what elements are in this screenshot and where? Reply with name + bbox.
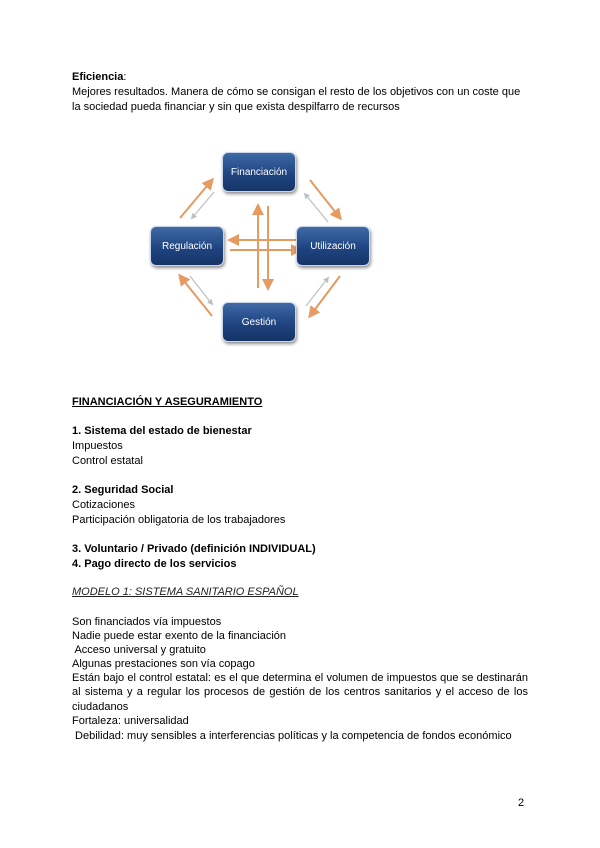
arrow-gestion-regulacion [180, 276, 212, 316]
thin-arrow-regulacion-gestion [190, 276, 212, 304]
model-line-1: Son financiados vía impuestos [72, 616, 222, 628]
node-regulacion: Regulación [150, 226, 224, 266]
efficiency-title: Eficiencia [72, 71, 124, 83]
node-financiacion: Financiación [222, 152, 296, 192]
arrow-regulacion-financiacion [180, 180, 212, 218]
section-heading: FINANCIACIÓN Y ASEGURAMIENTO [72, 396, 263, 408]
item1-title: 1. Sistema del estado de bienestar [72, 425, 252, 437]
item3-title: 3. Voluntario / Privado (definición INDIVIDUAL) [72, 543, 316, 555]
model-weakness: Debilidad: muy sensibles a interferencias políticas y la competencia de fondos económico [72, 730, 512, 742]
model-line-3: Acceso universal y gratuito [72, 644, 206, 656]
page-number: 2 [518, 797, 525, 809]
model-paragraph: Están bajo el control estatal: es el que determina el volumen de impuestos que se destinarán al sistema y a regular los procesos de gestión de los centros sanitarios y el acceso de los ciudadanos [72, 672, 528, 713]
item2-title: 2. Seguridad Social [72, 484, 174, 496]
efficiency-line-1: Mejores resultados. Manera de cómo se consigan el resto de los objetivos con un coste que [72, 86, 521, 98]
item2-line-1: Cotizaciones [72, 499, 135, 511]
item2-line-2: Participación obligatoria de los trabajadores [72, 514, 286, 526]
model-strength: Fortaleza: universalidad [72, 715, 189, 727]
thin-arrow-gestion-utilizacion [306, 278, 328, 306]
efficiency-line-2: la sociedad pueda financiar y sin que exista despilfarro de recursos [72, 101, 400, 113]
thin-arrow-financiacion-regulacion [192, 192, 214, 218]
item1-line-2: Control estatal [72, 455, 143, 467]
item4-title: 4. Pago directo de los servicios [72, 558, 237, 570]
model-line-2: Nadie puede estar exento de la financiación [72, 630, 287, 642]
item1-line-1: Impuestos [72, 440, 123, 452]
node-utilizacion: Utilización [296, 226, 370, 266]
efficiency-colon: : [123, 71, 127, 83]
financing-diagram [150, 148, 370, 348]
model-line-4: Algunas prestaciones son vía copago [72, 658, 255, 670]
arrow-financiacion-utilizacion [310, 180, 340, 218]
node-gestion: Gestión [222, 302, 296, 342]
efficiency-heading [72, 70, 528, 84]
model-heading: MODELO 1: SISTEMA SANITARIO ESPAÑOL [72, 586, 299, 598]
